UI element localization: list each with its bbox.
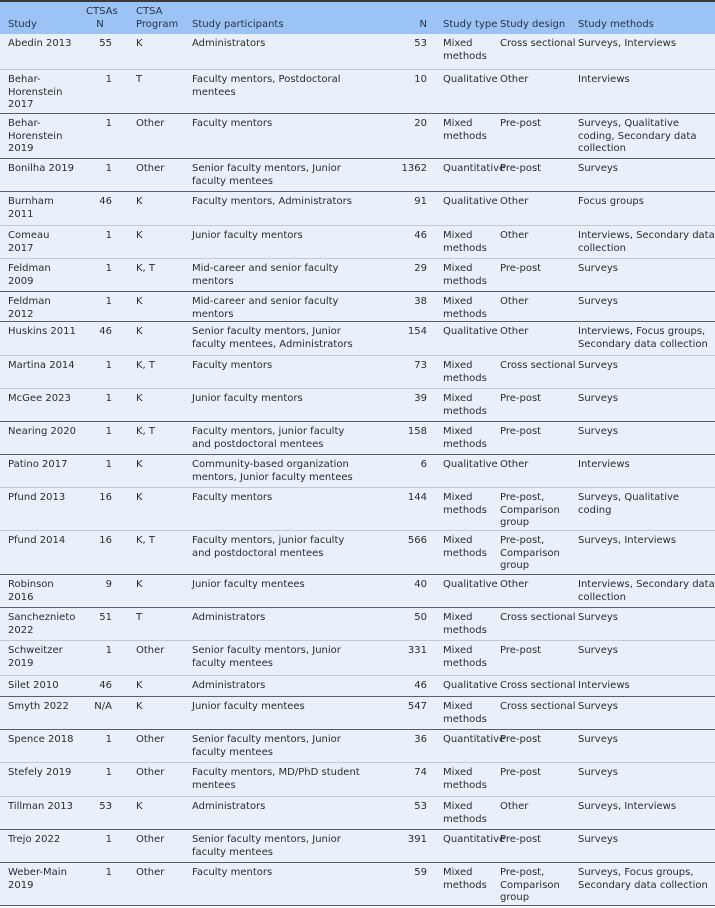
table-row: [0, 322, 715, 356]
cell-ctsa-program: K: [136, 38, 143, 49]
table-row: [0, 114, 715, 159]
cell-study-methods: Surveys, Qualitative coding, Secondary data collection: [578, 118, 697, 154]
table-header-row: [0, 2, 715, 34]
cell-ctsas-n: 46: [99, 196, 112, 207]
cell-study: Spence 2018: [8, 734, 74, 745]
cell-ctsas-n: 46: [99, 680, 112, 691]
cell-study: Smyth 2022: [8, 701, 69, 712]
cell-ctsas-n: 1: [105, 734, 112, 745]
cell-n: 74: [414, 767, 427, 778]
cell-n: 50: [414, 612, 427, 623]
cell-study-type: Quantitative: [443, 834, 506, 845]
cell-study-methods: Surveys, Interviews: [578, 535, 677, 546]
table-row: [0, 356, 715, 389]
cell-study-design: Pre-post: [500, 767, 542, 778]
header-ctsa-program: CTSA Program: [136, 6, 179, 30]
cell-study: Comeau 2017: [8, 230, 50, 254]
cell-study-type: Qualitative: [443, 579, 498, 590]
cell-ctsas-n: N/A: [94, 701, 112, 712]
cell-n: 59: [414, 867, 427, 878]
cell-study-design: Other: [500, 459, 529, 470]
cell-participants: Senior faculty mentors, Junior faculty mentees: [192, 645, 341, 669]
cell-ctsa-program: K: [136, 701, 143, 712]
cell-study-type: Mixed methods: [443, 360, 487, 384]
cell-n: 547: [407, 701, 427, 712]
cell-study: Weber-Main 2019: [8, 867, 67, 891]
table-row: [0, 259, 715, 292]
cell-ctsas-n: 16: [99, 492, 112, 503]
cell-study-methods: Surveys: [578, 767, 618, 778]
cell-study-methods: Surveys: [578, 701, 618, 712]
cell-study-type: Qualitative: [443, 326, 498, 337]
cell-study: Patino 2017: [8, 459, 68, 470]
table-row: [0, 797, 715, 830]
cell-n: 29: [414, 263, 427, 274]
cell-n: 1362: [401, 163, 427, 174]
cell-ctsas-n: 46: [99, 326, 112, 337]
cell-participants: Junior faculty mentors: [192, 230, 303, 241]
cell-study-type: Mixed methods: [443, 296, 487, 320]
cell-study: Silet 2010: [8, 680, 59, 691]
cell-n: 39: [414, 393, 427, 404]
cell-ctsa-program: K, T: [136, 263, 156, 274]
table-row: [0, 863, 715, 906]
cell-study-methods: Interviews, Secondary data collection: [578, 230, 715, 254]
cell-study-type: Quantitative: [443, 163, 506, 174]
cell-study: Pfund 2014: [8, 535, 66, 546]
cell-participants: Administrators: [192, 680, 266, 691]
cell-n: 91: [414, 196, 427, 207]
cell-n: 158: [407, 426, 427, 437]
cell-study-methods: Interviews, Focus groups, Secondary data collection: [578, 326, 708, 350]
cell-study: Stefely 2019: [8, 767, 72, 778]
cell-ctsas-n: 9: [105, 579, 112, 590]
cell-ctsa-program: Other: [136, 645, 165, 656]
cell-study-type: Qualitative: [443, 196, 498, 207]
cell-study-type: Mixed methods: [443, 701, 487, 725]
cell-study-design: Pre-post, Comparison group: [500, 867, 560, 903]
cell-study-design: Pre-post: [500, 163, 542, 174]
cell-study-methods: Interviews: [578, 74, 630, 85]
table-row: [0, 676, 715, 697]
cell-study: Schweitzer 2019: [8, 645, 63, 669]
cell-participants: Senior faculty mentors, Junior faculty mentees: [192, 734, 341, 758]
cell-study-methods: Surveys: [578, 426, 618, 437]
cell-study-methods: Interviews: [578, 680, 630, 691]
cell-study-type: Mixed methods: [443, 767, 487, 791]
cell-ctsa-program: K: [136, 459, 143, 470]
cell-ctsa-program: Other: [136, 767, 165, 778]
cell-study-design: Other: [500, 579, 529, 590]
cell-study: Trejo 2022: [8, 834, 61, 845]
cell-ctsa-program: K, T: [136, 535, 156, 546]
cell-ctsas-n: 1: [105, 426, 112, 437]
cell-study-methods: Surveys, Interviews: [578, 801, 677, 812]
cell-study-type: Mixed methods: [443, 230, 487, 254]
cell-ctsas-n: 1: [105, 296, 112, 307]
cell-ctsa-program: T: [136, 612, 143, 623]
cell-ctsa-program: T: [136, 74, 143, 85]
cell-participants: Faculty mentors: [192, 360, 273, 371]
cell-ctsas-n: 1: [105, 263, 112, 274]
cell-ctsas-n: 1: [105, 834, 112, 845]
cell-participants: Administrators: [192, 612, 266, 623]
cell-study-methods: Surveys, Qualitative coding: [578, 492, 680, 516]
table-row: [0, 34, 715, 70]
cell-study-type: Quantitative: [443, 734, 506, 745]
table-row: [0, 70, 715, 114]
cell-n: 46: [414, 680, 427, 691]
cell-study: Behar-Horenstein 2019: [8, 118, 63, 154]
cell-study-methods: Surveys: [578, 834, 618, 845]
cell-ctsa-program: K: [136, 680, 143, 691]
cell-participants: Faculty mentors, junior faculty and postdoctoral mentees: [192, 535, 345, 559]
table-row: [0, 422, 715, 455]
cell-n: 38: [414, 296, 427, 307]
cell-study-methods: Surveys, Interviews: [578, 38, 677, 49]
cell-study: Bonilha 2019: [8, 163, 74, 174]
cell-participants: Mid-career and senior faculty mentors: [192, 296, 339, 320]
header-study-type: Study type: [443, 18, 498, 30]
cell-n: 144: [407, 492, 427, 503]
cell-study-design: Cross sectional: [500, 360, 576, 371]
table-row: [0, 575, 715, 608]
cell-study-methods: Surveys, Focus groups, Secondary data collection: [578, 867, 708, 891]
cell-study-methods: Surveys: [578, 263, 618, 274]
table-row: [0, 608, 715, 641]
cell-participants: Faculty mentors, Postdoctoral mentees: [192, 74, 341, 98]
cell-ctsas-n: 1: [105, 867, 112, 878]
cell-participants: Faculty mentors, MD/PhD student mentees: [192, 767, 360, 791]
table-row: [0, 531, 715, 575]
cell-study: Feldman 2009: [8, 263, 51, 287]
table-row: [0, 697, 715, 730]
cell-n: 40: [414, 579, 427, 590]
cell-study: Robinson 2016: [8, 579, 54, 603]
cell-n: 331: [407, 645, 427, 656]
cell-study-methods: Interviews: [578, 459, 630, 470]
table-row: [0, 763, 715, 797]
cell-study-design: Pre-post: [500, 426, 542, 437]
cell-n: 53: [414, 801, 427, 812]
table-row: [0, 730, 715, 763]
cell-ctsas-n: 1: [105, 74, 112, 85]
cell-ctsa-program: K, T: [136, 360, 156, 371]
cell-study-design: Pre-post: [500, 734, 542, 745]
header-ctsas-n: CTSAs N: [86, 6, 118, 30]
cell-study: Feldman 2012: [8, 296, 51, 320]
cell-n: 391: [407, 834, 427, 845]
cell-study-design: Other: [500, 801, 529, 812]
cell-participants: Junior faculty mentees: [192, 579, 305, 590]
cell-study: Behar-Horenstein 2017: [8, 74, 63, 110]
cell-participants: Faculty mentors: [192, 118, 273, 129]
cell-participants: Senior faculty mentors, Junior faculty mentees: [192, 163, 341, 187]
table-row: [0, 830, 715, 863]
cell-ctsa-program: K: [136, 296, 143, 307]
cell-n: 73: [414, 360, 427, 371]
cell-ctsa-program: K: [136, 492, 143, 503]
cell-study: Abedin 2013: [8, 38, 72, 49]
cell-study-type: Qualitative: [443, 74, 498, 85]
cell-study-type: Mixed methods: [443, 492, 487, 516]
cell-study-design: Cross sectional: [500, 612, 576, 623]
cell-study-type: Mixed methods: [443, 118, 487, 142]
cell-ctsas-n: 1: [105, 767, 112, 778]
cell-ctsa-program: K: [136, 326, 143, 337]
cell-study-design: Cross sectional: [500, 38, 576, 49]
cell-study: Sancheznieto 2022: [8, 612, 76, 636]
cell-n: 566: [407, 535, 427, 546]
cell-study-methods: Focus groups: [578, 196, 644, 207]
table-row: [0, 226, 715, 259]
cell-ctsas-n: 1: [105, 645, 112, 656]
cell-study-design: Pre-post, Comparison group: [500, 492, 560, 528]
header-n: N: [419, 18, 427, 30]
cell-ctsa-program: Other: [136, 867, 165, 878]
cell-study-methods: Surveys: [578, 612, 618, 623]
cell-ctsas-n: 1: [105, 118, 112, 129]
cell-study-type: Mixed methods: [443, 867, 487, 891]
cell-study-methods: Surveys: [578, 360, 618, 371]
cell-ctsa-program: K: [136, 393, 143, 404]
cell-study: Burnham 2011: [8, 196, 54, 220]
cell-study-design: Pre-post, Comparison group: [500, 535, 560, 571]
table-row: [0, 292, 715, 322]
table-row: [0, 389, 715, 422]
cell-participants: Administrators: [192, 38, 266, 49]
cell-study-type: Mixed methods: [443, 426, 487, 450]
cell-study-type: Mixed methods: [443, 645, 487, 669]
cell-ctsa-program: K: [136, 196, 143, 207]
cell-study: Martina 2014: [8, 360, 75, 371]
header-participants: Study participants: [192, 18, 284, 30]
cell-study-design: Pre-post: [500, 263, 542, 274]
cell-study-type: Mixed methods: [443, 393, 487, 417]
cell-participants: Faculty mentors: [192, 492, 273, 503]
cell-ctsas-n: 53: [99, 801, 112, 812]
cell-study-methods: Surveys: [578, 296, 618, 307]
cell-study-methods: Surveys: [578, 163, 618, 174]
cell-study-type: Mixed methods: [443, 263, 487, 287]
cell-ctsa-program: Other: [136, 163, 165, 174]
cell-n: 20: [414, 118, 427, 129]
cell-participants: Mid-career and senior faculty mentors: [192, 263, 339, 287]
table-body: [0, 34, 715, 906]
cell-ctsa-program: Other: [136, 834, 165, 845]
header-study: Study: [8, 18, 37, 30]
cell-study-design: Cross sectional: [500, 701, 576, 712]
cell-ctsas-n: 51: [99, 612, 112, 623]
cell-study: McGee 2023: [8, 393, 71, 404]
cell-study-type: Mixed methods: [443, 612, 487, 636]
cell-participants: Administrators: [192, 801, 266, 812]
cell-ctsas-n: 1: [105, 163, 112, 174]
cell-study-methods: Surveys: [578, 734, 618, 745]
cell-study-type: Mixed methods: [443, 38, 487, 62]
cell-participants: Faculty mentors, Administrators: [192, 196, 352, 207]
cell-study-design: Cross sectional: [500, 680, 576, 691]
cell-study-design: Other: [500, 296, 529, 307]
cell-participants: Faculty mentors: [192, 867, 273, 878]
cell-ctsas-n: 55: [99, 38, 112, 49]
cell-n: 36: [414, 734, 427, 745]
cell-study-type: Qualitative: [443, 680, 498, 691]
cell-study-methods: Surveys: [578, 393, 618, 404]
cell-ctsa-program: K: [136, 579, 143, 590]
cell-study-type: Mixed methods: [443, 535, 487, 559]
cell-study-design: Pre-post: [500, 393, 542, 404]
table-row: [0, 455, 715, 488]
cell-study-methods: Interviews, Secondary data collection: [578, 579, 715, 603]
cell-ctsa-program: Other: [136, 118, 165, 129]
cell-n: 154: [407, 326, 427, 337]
cell-ctsa-program: K: [136, 230, 143, 241]
cell-ctsa-program: K: [136, 801, 143, 812]
cell-ctsas-n: 1: [105, 459, 112, 470]
cell-study-design: Other: [500, 230, 529, 241]
cell-study: Tillman 2013: [8, 801, 73, 812]
cell-ctsas-n: 1: [105, 393, 112, 404]
cell-study: Pfund 2013: [8, 492, 66, 503]
cell-study-design: Pre-post: [500, 118, 542, 129]
cell-ctsas-n: 1: [105, 360, 112, 371]
cell-participants: Junior faculty mentees: [192, 701, 305, 712]
table-row: [0, 192, 715, 226]
cell-participants: Faculty mentors, junior faculty and postdoctoral mentees: [192, 426, 345, 450]
cell-study-type: Qualitative: [443, 459, 498, 470]
cell-study-design: Pre-post: [500, 645, 542, 656]
cell-n: 53: [414, 38, 427, 49]
cell-study: Huskins 2011: [8, 326, 76, 337]
cell-ctsas-n: 16: [99, 535, 112, 546]
cell-n: 6: [420, 459, 427, 470]
cell-participants: Senior faculty mentors, Junior faculty mentees: [192, 834, 341, 858]
cell-ctsa-program: K, T: [136, 426, 156, 437]
cell-n: 46: [414, 230, 427, 241]
table-row: [0, 488, 715, 531]
cell-ctsa-program: Other: [136, 734, 165, 745]
cell-study-design: Other: [500, 74, 529, 85]
cell-participants: Community-based organization mentors, Junior faculty mentees: [192, 459, 353, 483]
cell-study-design: Other: [500, 196, 529, 207]
cell-study: Nearing 2020: [8, 426, 76, 437]
header-study-design: Study design: [500, 18, 566, 30]
header-study-methods: Study methods: [578, 18, 654, 30]
cell-n: 10: [414, 74, 427, 85]
table-row: [0, 159, 715, 192]
cell-study-type: Mixed methods: [443, 801, 487, 825]
table-row: [0, 641, 715, 676]
cell-study-design: Pre-post: [500, 834, 542, 845]
cell-study-design: Other: [500, 326, 529, 337]
cell-participants: Junior faculty mentors: [192, 393, 303, 404]
cell-ctsas-n: 1: [105, 230, 112, 241]
cell-participants: Senior faculty mentors, Junior faculty mentees, Administrators: [192, 326, 353, 350]
cell-study-methods: Surveys: [578, 645, 618, 656]
